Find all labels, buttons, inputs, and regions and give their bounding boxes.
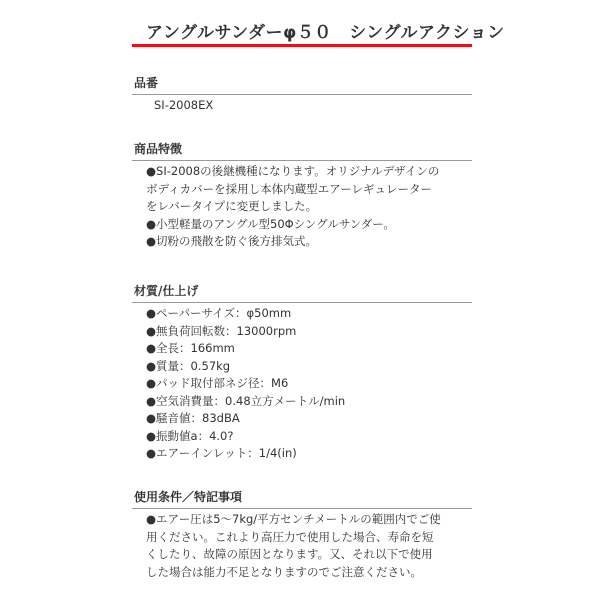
condition-line: ●エアー圧は5～7kg/平方センチメートルの範囲内でご使: [146, 512, 441, 526]
feature-line: ●切粉の飛散を防ぐ後方排気式。: [146, 234, 318, 248]
section-specs: [132, 282, 472, 463]
spec-line: ●パッド取付部ネジ径：M6: [146, 376, 289, 390]
specs-list: [132, 303, 472, 463]
section-heading-specs: 材質/仕上げ: [134, 284, 199, 298]
title-underline: [132, 44, 472, 47]
feature-line: ●SI-2008の後継機種になります。オリジナルデザインの: [146, 164, 440, 178]
part-number-value: [132, 95, 472, 115]
feature-line: ボディカバーを採用し本体内蔵型エアーレギュレーター: [146, 181, 433, 196]
section-features: [132, 140, 472, 251]
part-number-line: SI-2008EX: [154, 98, 214, 112]
condition-line: くしたり、故障の原因となります。又、それ以下で使用: [146, 547, 433, 561]
spec-line: ●全長：166mm: [146, 341, 235, 355]
condition-line: した場合は能力不足となりますのでご注意ください。: [146, 564, 422, 579]
section-conditions: [132, 488, 472, 581]
section-part-number: [132, 74, 472, 115]
condition-line: 用ください。これより高圧力で使用した場合、寿命を短: [146, 529, 434, 544]
spec-line: ●エアーインレット：1/4(in): [146, 446, 297, 460]
section-heading-part-number: 品番: [134, 76, 159, 90]
spec-line: ●振動値a：4.0?: [146, 428, 234, 443]
spec-line: ●騒音値：83dBA: [146, 411, 240, 425]
conditions-list: [132, 509, 472, 581]
spec-line: ●ペーパーサイズ：φ50mm: [146, 306, 292, 320]
section-heading-features: 商品特徴: [134, 142, 183, 156]
features-list: [132, 161, 472, 251]
spec-line: ●無負荷回転数：13000rpm: [146, 323, 297, 338]
page-title: アングルサンダーφ５０ シングルアクション: [146, 23, 505, 43]
feature-line: ●小型軽量のアングル型50Φシングルサンダー。: [146, 216, 395, 231]
feature-line: をレバータイプに変更しました。: [146, 199, 318, 213]
section-heading-conditions: 使用条件／特記事項: [134, 490, 243, 504]
spec-line: ●質量：0.57kg: [146, 358, 231, 373]
spec-line: ●空気消費量：0.48立方メートル/min: [146, 393, 346, 408]
